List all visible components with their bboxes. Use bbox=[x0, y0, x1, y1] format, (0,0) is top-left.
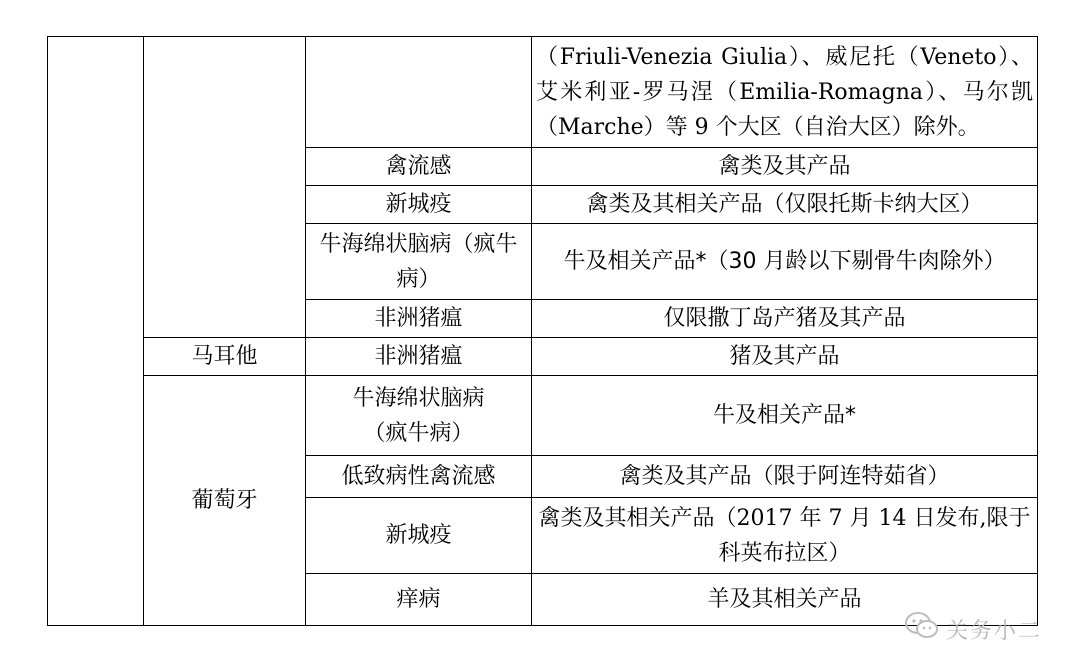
product-cell: 羊及其相关产品 bbox=[532, 574, 1038, 626]
country-cell-portugal: 葡萄牙 bbox=[144, 376, 306, 626]
watermark-text: 关务小二 bbox=[945, 618, 1042, 644]
country-cell-malta: 马耳他 bbox=[144, 338, 306, 376]
product-cell: 禽类及其产品（限于阿连特茹省） bbox=[532, 456, 1038, 498]
disease-cell bbox=[306, 37, 532, 148]
product-cell: （Friuli-Venezia Giulia）、威尼托（Veneto）、艾米利亚-罗马涅（Emilia-Romagna）、马尔凯（Marche）等 9 个大区（自治大区）除外。 bbox=[532, 37, 1038, 148]
disease-cell: 非洲猪瘟 bbox=[306, 338, 532, 376]
table-row bbox=[48, 338, 1038, 376]
product-cell: 牛及相关产品*（30 月龄以下剔骨牛肉除外） bbox=[532, 224, 1038, 300]
product-cell: 猪及其产品 bbox=[532, 338, 1038, 376]
watermark bbox=[904, 611, 1042, 647]
wechat-icon bbox=[904, 611, 940, 647]
disease-cell: 低致病性禽流感 bbox=[306, 456, 532, 498]
disease-cell: 痒病 bbox=[306, 574, 532, 626]
table-row bbox=[48, 376, 1038, 456]
product-cell: 仅限撒丁岛产猪及其产品 bbox=[532, 300, 1038, 338]
disease-cell: 新城疫 bbox=[306, 498, 532, 574]
disease-cell: 牛海绵状脑病（疯牛病） bbox=[306, 224, 532, 300]
product-cell: 禽类及其产品 bbox=[532, 148, 1038, 186]
disease-cell: 牛海绵状脑病（疯牛病） bbox=[306, 376, 532, 456]
disease-cell: 新城疫 bbox=[306, 186, 532, 224]
product-cell: 禽类及其相关产品（2017 年 7 月 14 日发布,限于科英布拉区） bbox=[532, 498, 1038, 574]
country-cell-italy bbox=[144, 37, 306, 338]
disease-cell: 禽流感 bbox=[306, 148, 532, 186]
disease-cell: 非洲猪瘟 bbox=[306, 300, 532, 338]
product-cell: 禽类及其相关产品（仅限托斯卡纳大区） bbox=[532, 186, 1038, 224]
epidemic-restriction-table bbox=[47, 36, 1038, 626]
product-cell: 牛及相关产品* bbox=[532, 376, 1038, 456]
region-cell bbox=[48, 37, 144, 626]
table-row bbox=[48, 37, 1038, 148]
